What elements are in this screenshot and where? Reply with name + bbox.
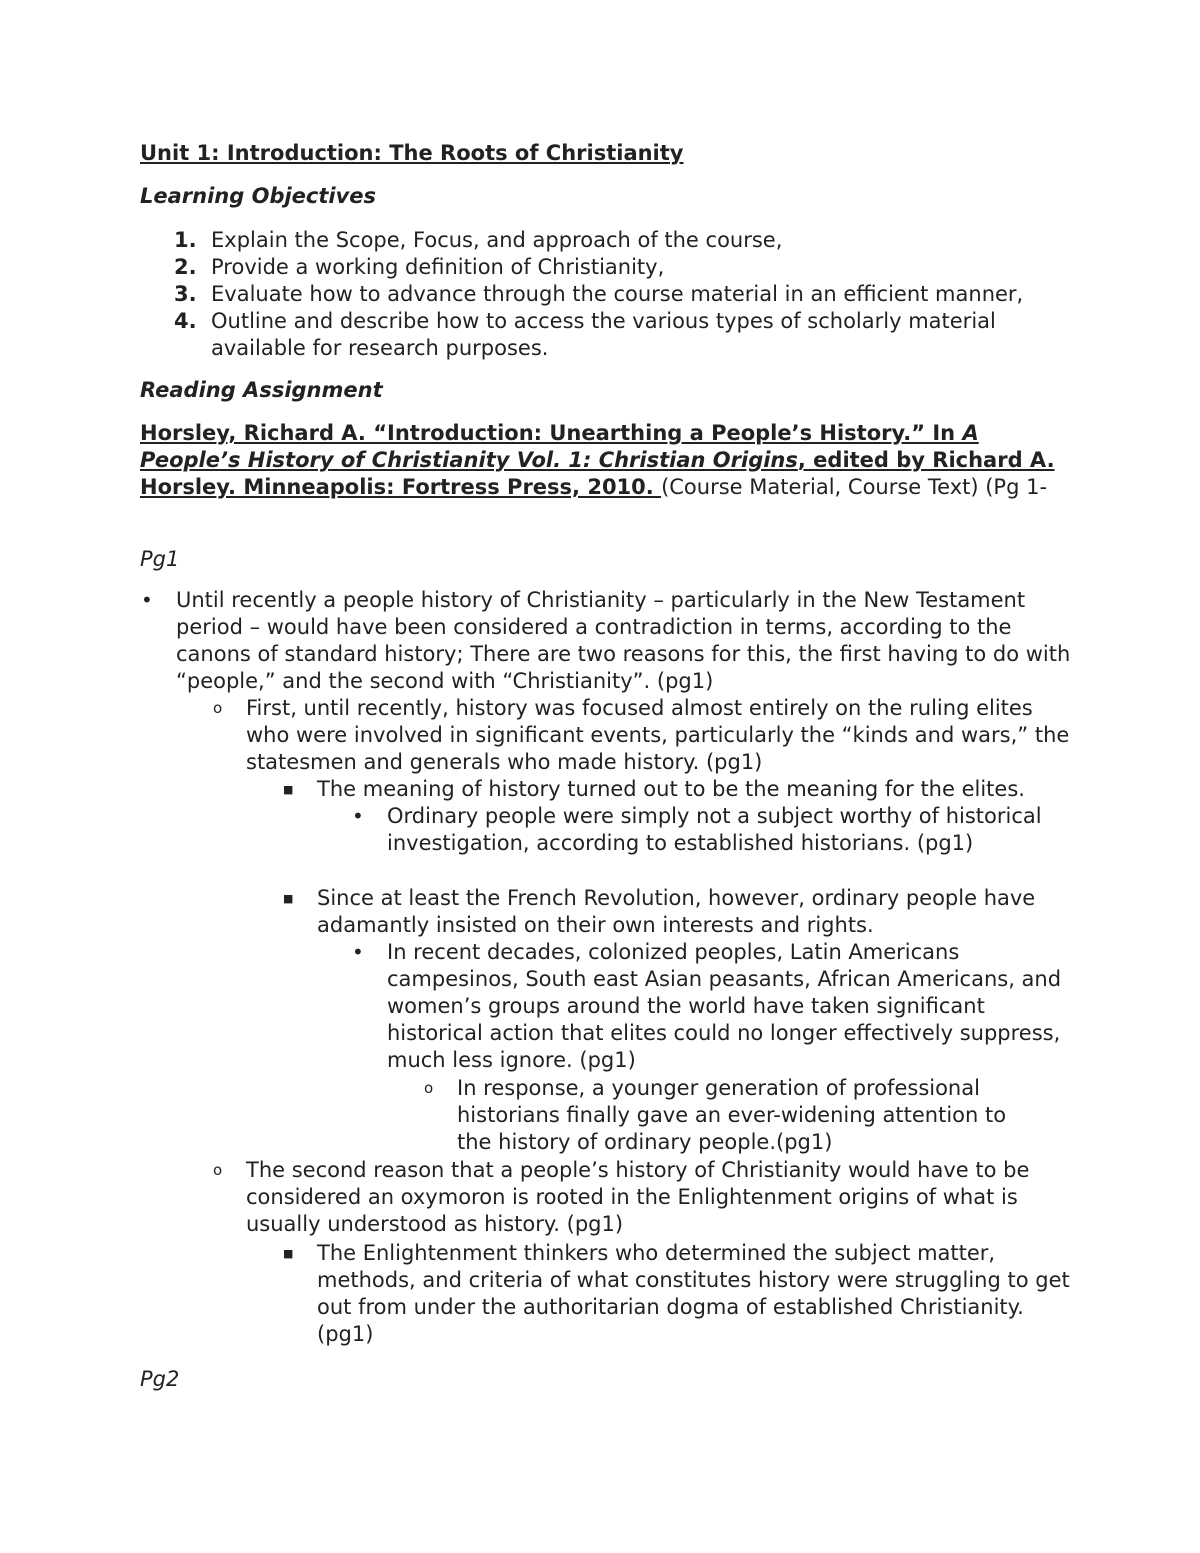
bullet-circle-icon: o bbox=[213, 699, 223, 717]
objectives-list bbox=[140, 227, 1070, 362]
note-text: Since at least the French Revolution, however, ordinary people have adamantly insisted on their own interests and rights. bbox=[317, 886, 1036, 937]
objective-number: 1. bbox=[174, 228, 197, 252]
objective-item bbox=[140, 308, 1070, 362]
page-label-pg1: Pg1 bbox=[140, 547, 180, 571]
note-item bbox=[213, 1157, 1076, 1238]
objective-item bbox=[140, 254, 1070, 281]
bullet-square-icon: ■ bbox=[283, 892, 294, 905]
objective-number: 2. bbox=[174, 255, 197, 279]
objective-number: 3. bbox=[174, 282, 197, 306]
note-text: The meaning of history turned out to be the meaning for the elites. bbox=[317, 777, 1025, 801]
note-item bbox=[424, 1075, 1027, 1156]
objective-text: Evaluate how to advance through the course material in an efficient manner, bbox=[211, 282, 1024, 306]
note-text: In recent decades, colonized peoples, Latin Americans campesinos, South east Asian peasants, African Americans, and women’s groups around the world have taken significant historical action that elites could no longer effectively suppress, much less ignore. (pg1) bbox=[387, 940, 1062, 1072]
note-text: First, until recently, history was focused almost entirely on the ruling elites who were involved in significant events, particularly the “kinds and wars,” the statesmen and generals who made history. (pg1) bbox=[246, 696, 1070, 774]
objective-text: Provide a working definition of Christianity, bbox=[211, 255, 665, 279]
objective-item bbox=[140, 227, 1070, 254]
learning-objectives-heading: Learning Objectives bbox=[140, 184, 377, 208]
page-title: Unit 1: Introduction: The Roots of Christianity bbox=[140, 141, 684, 165]
reading-assignment-heading: Reading Assignment bbox=[140, 378, 383, 402]
citation-author-title: Horsley, Richard A. “Introduction: Unearthing a People’s History.” In bbox=[140, 421, 963, 445]
note-item bbox=[352, 803, 1047, 857]
note-text: The second reason that a people’s history of Christianity would have to be considered an oxymoron is rooted in the Enlightenment origins of what is usually understood as history. (pg1) bbox=[246, 1158, 1030, 1236]
citation-book-title: A People’s History of Christianity Vol. 1: Christian Origins bbox=[140, 421, 979, 472]
note-text: The Enlightenment thinkers who determined the subject matter, methods, and criteria of what constitutes history were struggling to get out from under the authoritarian dogma of established Christianity. (pg1) bbox=[317, 1241, 1070, 1346]
note-item bbox=[141, 587, 1076, 695]
note-item bbox=[283, 1240, 1077, 1348]
bullet-dot-icon: • bbox=[352, 804, 364, 828]
bullet-square-icon: ■ bbox=[283, 1247, 294, 1260]
bullet-circle-icon: o bbox=[213, 1161, 223, 1179]
objective-item bbox=[140, 281, 1070, 308]
reading-citation bbox=[140, 420, 1070, 501]
bullet-circle-icon: o bbox=[424, 1079, 434, 1097]
bullet-dot-icon: • bbox=[141, 588, 153, 612]
note-text: Ordinary people were simply not a subject worthy of historical investigation, according to established historians. (pg1) bbox=[387, 804, 1042, 855]
note-text: In response, a younger generation of professional historians finally gave an ever-widening attention to the history of ordinary people.(pg1) bbox=[457, 1076, 1007, 1154]
note-item bbox=[352, 939, 1067, 1074]
bullet-dot-icon: • bbox=[352, 940, 364, 964]
bullet-square-icon: ■ bbox=[283, 783, 294, 796]
citation-note: (Course Material, Course Text) (Pg 1- bbox=[661, 475, 1048, 499]
objective-number: 4. bbox=[174, 309, 197, 333]
objective-text: Explain the Scope, Focus, and approach of the course, bbox=[211, 228, 783, 252]
citation-publisher: , edited by Richard A. Horsley. Minneapolis: Fortress Press, 2010. bbox=[140, 448, 1055, 499]
objective-text: Outline and describe how to access the various types of scholarly material available for research purposes. bbox=[211, 309, 996, 360]
note-text: Until recently a people history of Christianity – particularly in the New Testament period – would have been considered a contradiction in terms, according to the canons of standard history; There are two reasons for this, the first having to do with “people,” and the second with “Christianity”. (pg1) bbox=[176, 588, 1071, 693]
note-item bbox=[283, 885, 1077, 939]
page-label-pg2: Pg2 bbox=[140, 1367, 180, 1391]
note-item bbox=[283, 776, 1077, 803]
note-item bbox=[213, 695, 1076, 776]
